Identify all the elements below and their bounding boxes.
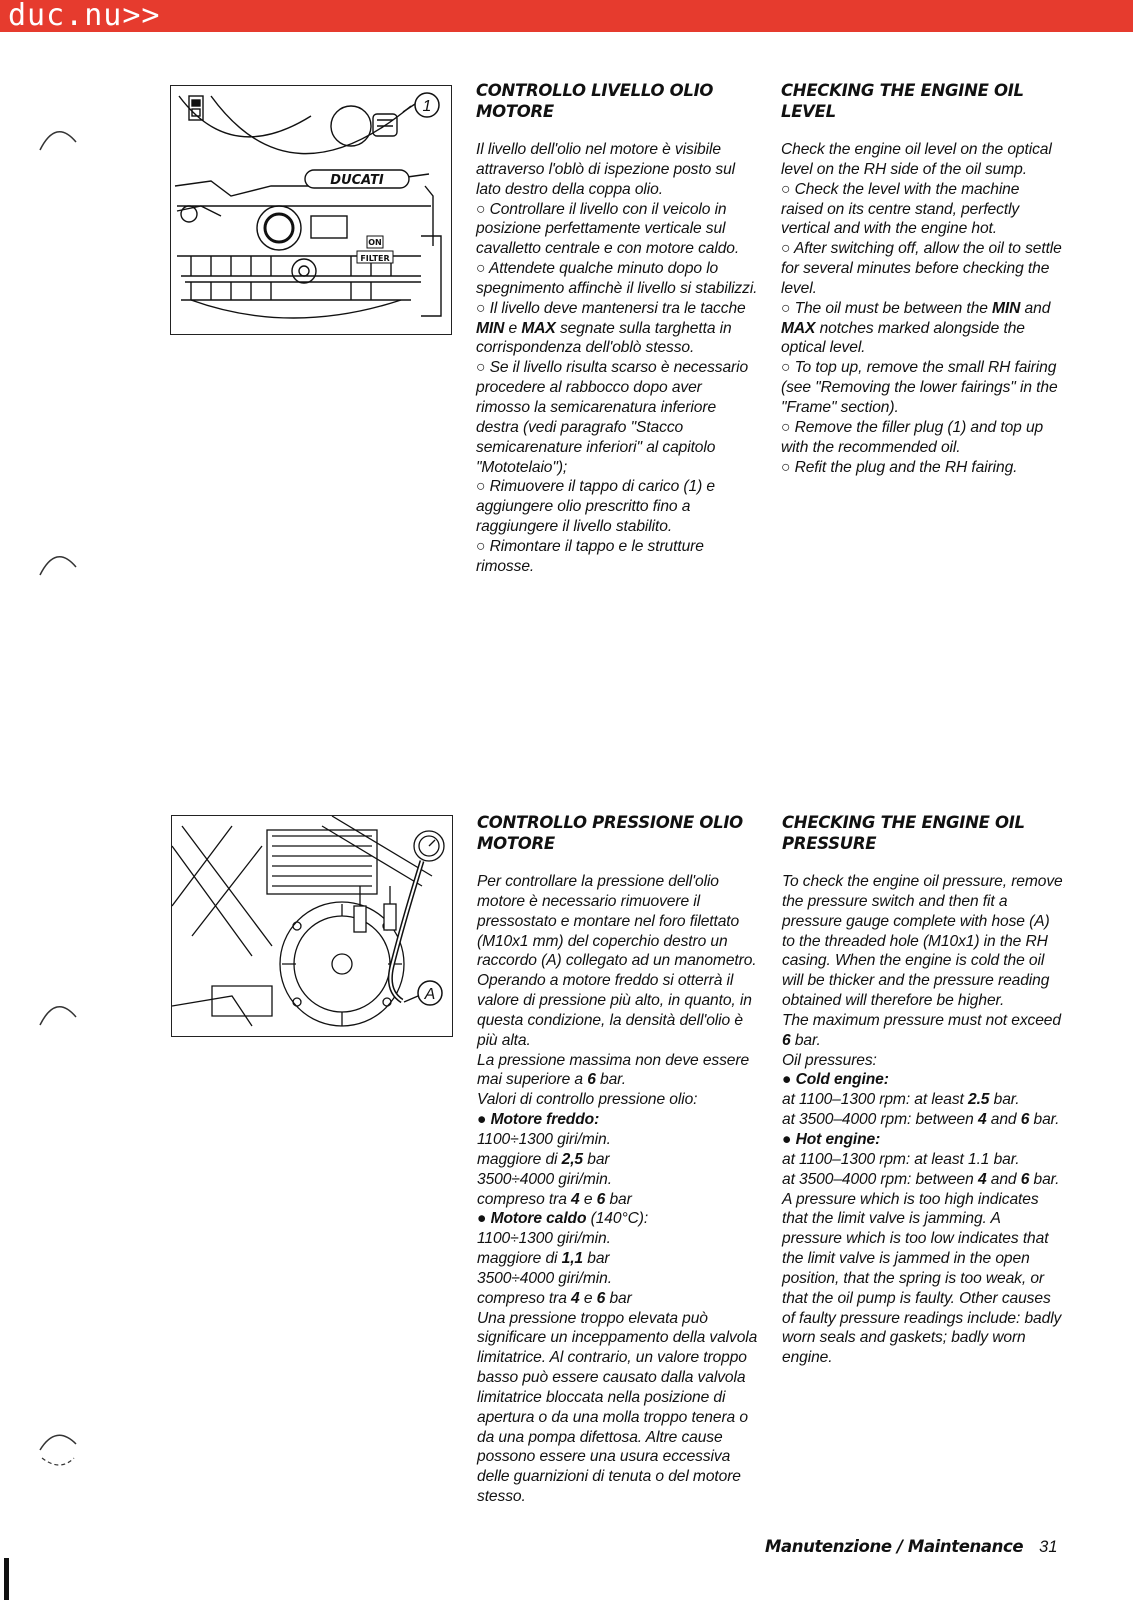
dot-bullet-icon: ● (782, 1130, 792, 1148)
text: bar. (600, 1071, 626, 1089)
list-item-text: Refit the plug and the RH fairing. (794, 458, 1018, 476)
subheading (477, 1209, 759, 1229)
engine-right-side-drawing (171, 86, 451, 334)
text: at 3500–4000 rpm: between (782, 1111, 974, 1129)
list-item (476, 358, 758, 477)
text: The maximum pressure must not exceed (782, 1011, 1061, 1029)
list-item (476, 477, 758, 537)
subheading (477, 1110, 759, 1130)
line (782, 1170, 1064, 1190)
value: 1,1 (561, 1250, 584, 1268)
paragraph: Una pressione troppo elevata può significare un inceppamento della valvola limitatrice. Al contrario, un valore troppo basso può essere causato dalla valvola limitatrice bloccata nella posizione di apertura o da una molla troppo tenera o da una pompa difettosa. Altre cause possono essere una usura eccessiva delle guarnizioni di tenuta o del motore stesso. (477, 1309, 758, 1506)
dot-bullet-icon: ● (782, 1071, 792, 1089)
binder-hole-mark (36, 545, 86, 585)
heading-line: CHECKING THE ENGINE OIL (781, 81, 1024, 100)
line (477, 1289, 759, 1309)
list-item-text: Check the level with the machine raised on its centre stand, perfectly vertical and with the engine hot. (781, 180, 1020, 238)
text: bar (609, 1289, 632, 1307)
dot-bullet-icon: ● (477, 1111, 487, 1129)
value: 2.5 (968, 1091, 990, 1109)
subheading-text: Cold engine: (795, 1071, 889, 1089)
text: and (990, 1170, 1017, 1188)
paragraph: Per controllare la pressione dell'olio motore è necessario rimuovere il pressostato e montare nel foro filettato (M10x1 mm) del coperchio destro un raccordo (A) collegato ad un manometro. Operando a motore freddo si otterrà il valore di pressione più alto, in quanto, in questa condizione, la densità dell'olio è più alta. (477, 873, 757, 1049)
text: bar (587, 1150, 610, 1168)
list-item-text: segnate sulla targhetta in corrispondenza dell'oblò stesso. (476, 319, 732, 357)
binder-hole-mark (36, 120, 86, 160)
brand-logo: duc.nu>> (8, 0, 161, 33)
callout-1: 1 (422, 98, 432, 115)
list-item (781, 239, 1063, 299)
text-it-oil-pressure (477, 872, 759, 1507)
line (477, 1190, 759, 1210)
list-item-text: After switching off, allow the oil to settle for several minutes before checking the level. (781, 240, 1062, 297)
paragraph (477, 1051, 759, 1091)
value: 6 (1020, 1170, 1030, 1188)
subheading-text: Hot engine: (795, 1130, 881, 1148)
circle-bullet-icon: ○ (476, 200, 486, 218)
paragraph: To check the engine oil pressure, remove the pressure switch and then fit a pressure gauge complete with hose (A) to the threaded hole (M10x1) in the RH casing. When the engine is cold the oil will be thicker and the pressure reading obtained will therefore be higher. (782, 873, 1063, 1010)
ducati-brand-text: DUCATI (330, 173, 384, 188)
page-footer (765, 1537, 1065, 1557)
heading-line: PRESSURE (782, 834, 877, 853)
binder-hole-mark (36, 995, 86, 1035)
value: 6 (1020, 1111, 1030, 1129)
subheading (782, 1130, 1064, 1150)
list-item-text: and (1024, 299, 1051, 317)
footer-title: Manutenzione / Maintenance (765, 1537, 1024, 1556)
line (782, 1090, 1064, 1110)
value: 4 (977, 1170, 987, 1188)
max-mark: MAX (781, 319, 816, 337)
heading-line: CHECKING THE ENGINE OIL (782, 813, 1025, 832)
line: 3500÷4000 giri/min. (477, 1269, 612, 1287)
value: 6 (596, 1190, 606, 1208)
value: 6 (782, 1031, 791, 1049)
list-item-text: The oil must be between the (794, 299, 988, 317)
value: 4 (571, 1190, 580, 1208)
list-item (781, 180, 1063, 240)
text: and (990, 1111, 1017, 1129)
line: at 1100–1300 rpm: at least 1.1 bar. (782, 1150, 1020, 1168)
text: (140°C): (590, 1210, 649, 1228)
circle-bullet-icon: ○ (781, 240, 791, 258)
list-item-text: notches marked alongside the optical level. (781, 319, 1025, 357)
list-item (781, 358, 1063, 418)
max-mark: MAX (521, 319, 556, 337)
circle-bullet-icon: ○ (476, 260, 486, 278)
list-item-text: To top up, remove the small RH fairing (see "Removing the lower fairings" in the "Frame" section). (781, 359, 1058, 416)
text: bar (609, 1190, 632, 1208)
figure-oil-level-sight-glass (170, 85, 452, 335)
scan-edge-mark (4, 1558, 9, 1600)
heading-line: CONTROLLO LIVELLO OLIO (476, 81, 714, 100)
text-en-oil-pressure (782, 872, 1064, 1368)
line: 1100÷1300 giri/min. (477, 1230, 611, 1248)
heading-en-oil-level (781, 80, 1071, 122)
circle-bullet-icon: ○ (781, 418, 791, 436)
list-item-text: Controllare il livello con il veicolo in posizione perfettamente verticale sul cavalletto centrale e con motore caldo. (476, 200, 740, 258)
text: bar. (794, 1031, 821, 1049)
list-item (781, 418, 1063, 458)
text: bar. (1033, 1170, 1060, 1188)
text: bar. (1033, 1111, 1060, 1129)
min-mark: MIN (476, 319, 505, 337)
list-item (781, 458, 1063, 478)
paragraph: Check the engine oil level on the optical level on the RH side of the oil sump. (781, 141, 1052, 178)
text: e (583, 1190, 593, 1208)
paragraph: Il livello dell'olio nel motore è visibile attraverso l'oblò di ispezione posto sul lato destro della coppa olio. (476, 141, 736, 198)
list-item-text: Rimuovere il tappo di carico (1) e aggiungere olio prescritto fino a raggiungere il livello stabilito. (476, 478, 715, 536)
heading-it-oil-pressure (477, 812, 767, 854)
circle-bullet-icon: ○ (476, 478, 486, 496)
list-item (476, 259, 758, 299)
subheading-text: Motore caldo (490, 1210, 587, 1228)
text: e (583, 1289, 593, 1307)
list-item-text: Attendete qualche minuto dopo lo spegnimento affinchè il livello si stabilizzi. (476, 260, 758, 297)
heading-en-oil-pressure (782, 812, 1072, 854)
binder-hole-mark (36, 1428, 86, 1478)
value: 6 (587, 1071, 596, 1089)
circle-bullet-icon: ○ (476, 359, 486, 377)
text: bar (587, 1250, 610, 1268)
circle-bullet-icon: ○ (781, 299, 791, 317)
circle-bullet-icon: ○ (781, 180, 791, 198)
text: La pressione massima non deve essere mai superiore a (477, 1051, 750, 1089)
text: compreso tra (477, 1289, 567, 1307)
callout-a: A (424, 986, 436, 1003)
paragraph: A pressure which is too high indicates that the limit valve is jamming. A pressure which is too low indicates that the limit valve is jammed in the open position, that the spring is too weak, or that the oil pump is faulty. Other causes of faulty pressure readings include: badly worn seals and gaskets; badly worn engine. (782, 1190, 1062, 1367)
heading-line: LEVEL (781, 102, 836, 121)
line (477, 1249, 759, 1269)
list-item-text: Se il livello risulta scarso è necessario procedere al rabbocco dopo aver rimosso la semicarenatura inferiore destra (vedi paragrafo "Stacco semicarenature inferiori" al capitolo "Mototelaio"); (476, 359, 749, 476)
text: at 1100–1300 rpm: at least (782, 1091, 964, 1109)
header-bar (0, 0, 1133, 32)
list-item-text: Il livello deve mantenersi tra le tacche (489, 299, 746, 317)
min-mark: MIN (992, 299, 1021, 317)
list-item (476, 200, 758, 260)
line (782, 1110, 1064, 1130)
text: maggiore di (477, 1250, 558, 1268)
list-item (476, 299, 758, 359)
page-number: 31 (1039, 1538, 1058, 1556)
subheading-text: Motore freddo: (490, 1111, 600, 1129)
paragraph (782, 1011, 1064, 1051)
pressure-gauge-drawing (172, 816, 452, 1036)
dot-bullet-icon: ● (477, 1210, 487, 1228)
list-item (781, 299, 1063, 359)
text-it-oil-level (476, 140, 758, 577)
paragraph: Valori di controllo pressione olio: (477, 1091, 698, 1109)
list-item (476, 537, 758, 577)
list-item-text: Remove the filler plug (1) and top up with the recommended oil. (781, 418, 1044, 456)
text: compreso tra (477, 1190, 567, 1208)
circle-bullet-icon: ○ (476, 537, 486, 555)
subheading (782, 1070, 1064, 1090)
paragraph: Oil pressures: (782, 1051, 877, 1069)
heading-line: MOTORE (476, 102, 554, 121)
value: 2,5 (561, 1150, 584, 1168)
heading-it-oil-level (476, 80, 766, 122)
text-en-oil-level (781, 140, 1063, 477)
list-item-text: Rimontare il tappo e le strutture rimosse. (476, 537, 704, 575)
filter-label: FILTER (360, 254, 390, 263)
text: at 3500–4000 rpm: between (782, 1170, 974, 1188)
line (477, 1150, 759, 1170)
list-item-text: e (508, 319, 518, 337)
text: maggiore di (477, 1150, 558, 1168)
circle-bullet-icon: ○ (781, 359, 791, 377)
figure-oil-pressure-gauge (171, 815, 453, 1037)
line: 1100÷1300 giri/min. (477, 1130, 611, 1148)
value: 6 (596, 1289, 606, 1307)
heading-line: MOTORE (477, 834, 555, 853)
text: bar. (993, 1091, 1020, 1109)
circle-bullet-icon: ○ (781, 458, 791, 476)
line: 3500÷4000 giri/min. (477, 1170, 612, 1188)
value: 4 (977, 1111, 987, 1129)
on-label: ON (368, 238, 382, 247)
value: 4 (571, 1289, 580, 1307)
heading-line: CONTROLLO PRESSIONE OLIO (477, 813, 743, 832)
circle-bullet-icon: ○ (476, 299, 486, 317)
